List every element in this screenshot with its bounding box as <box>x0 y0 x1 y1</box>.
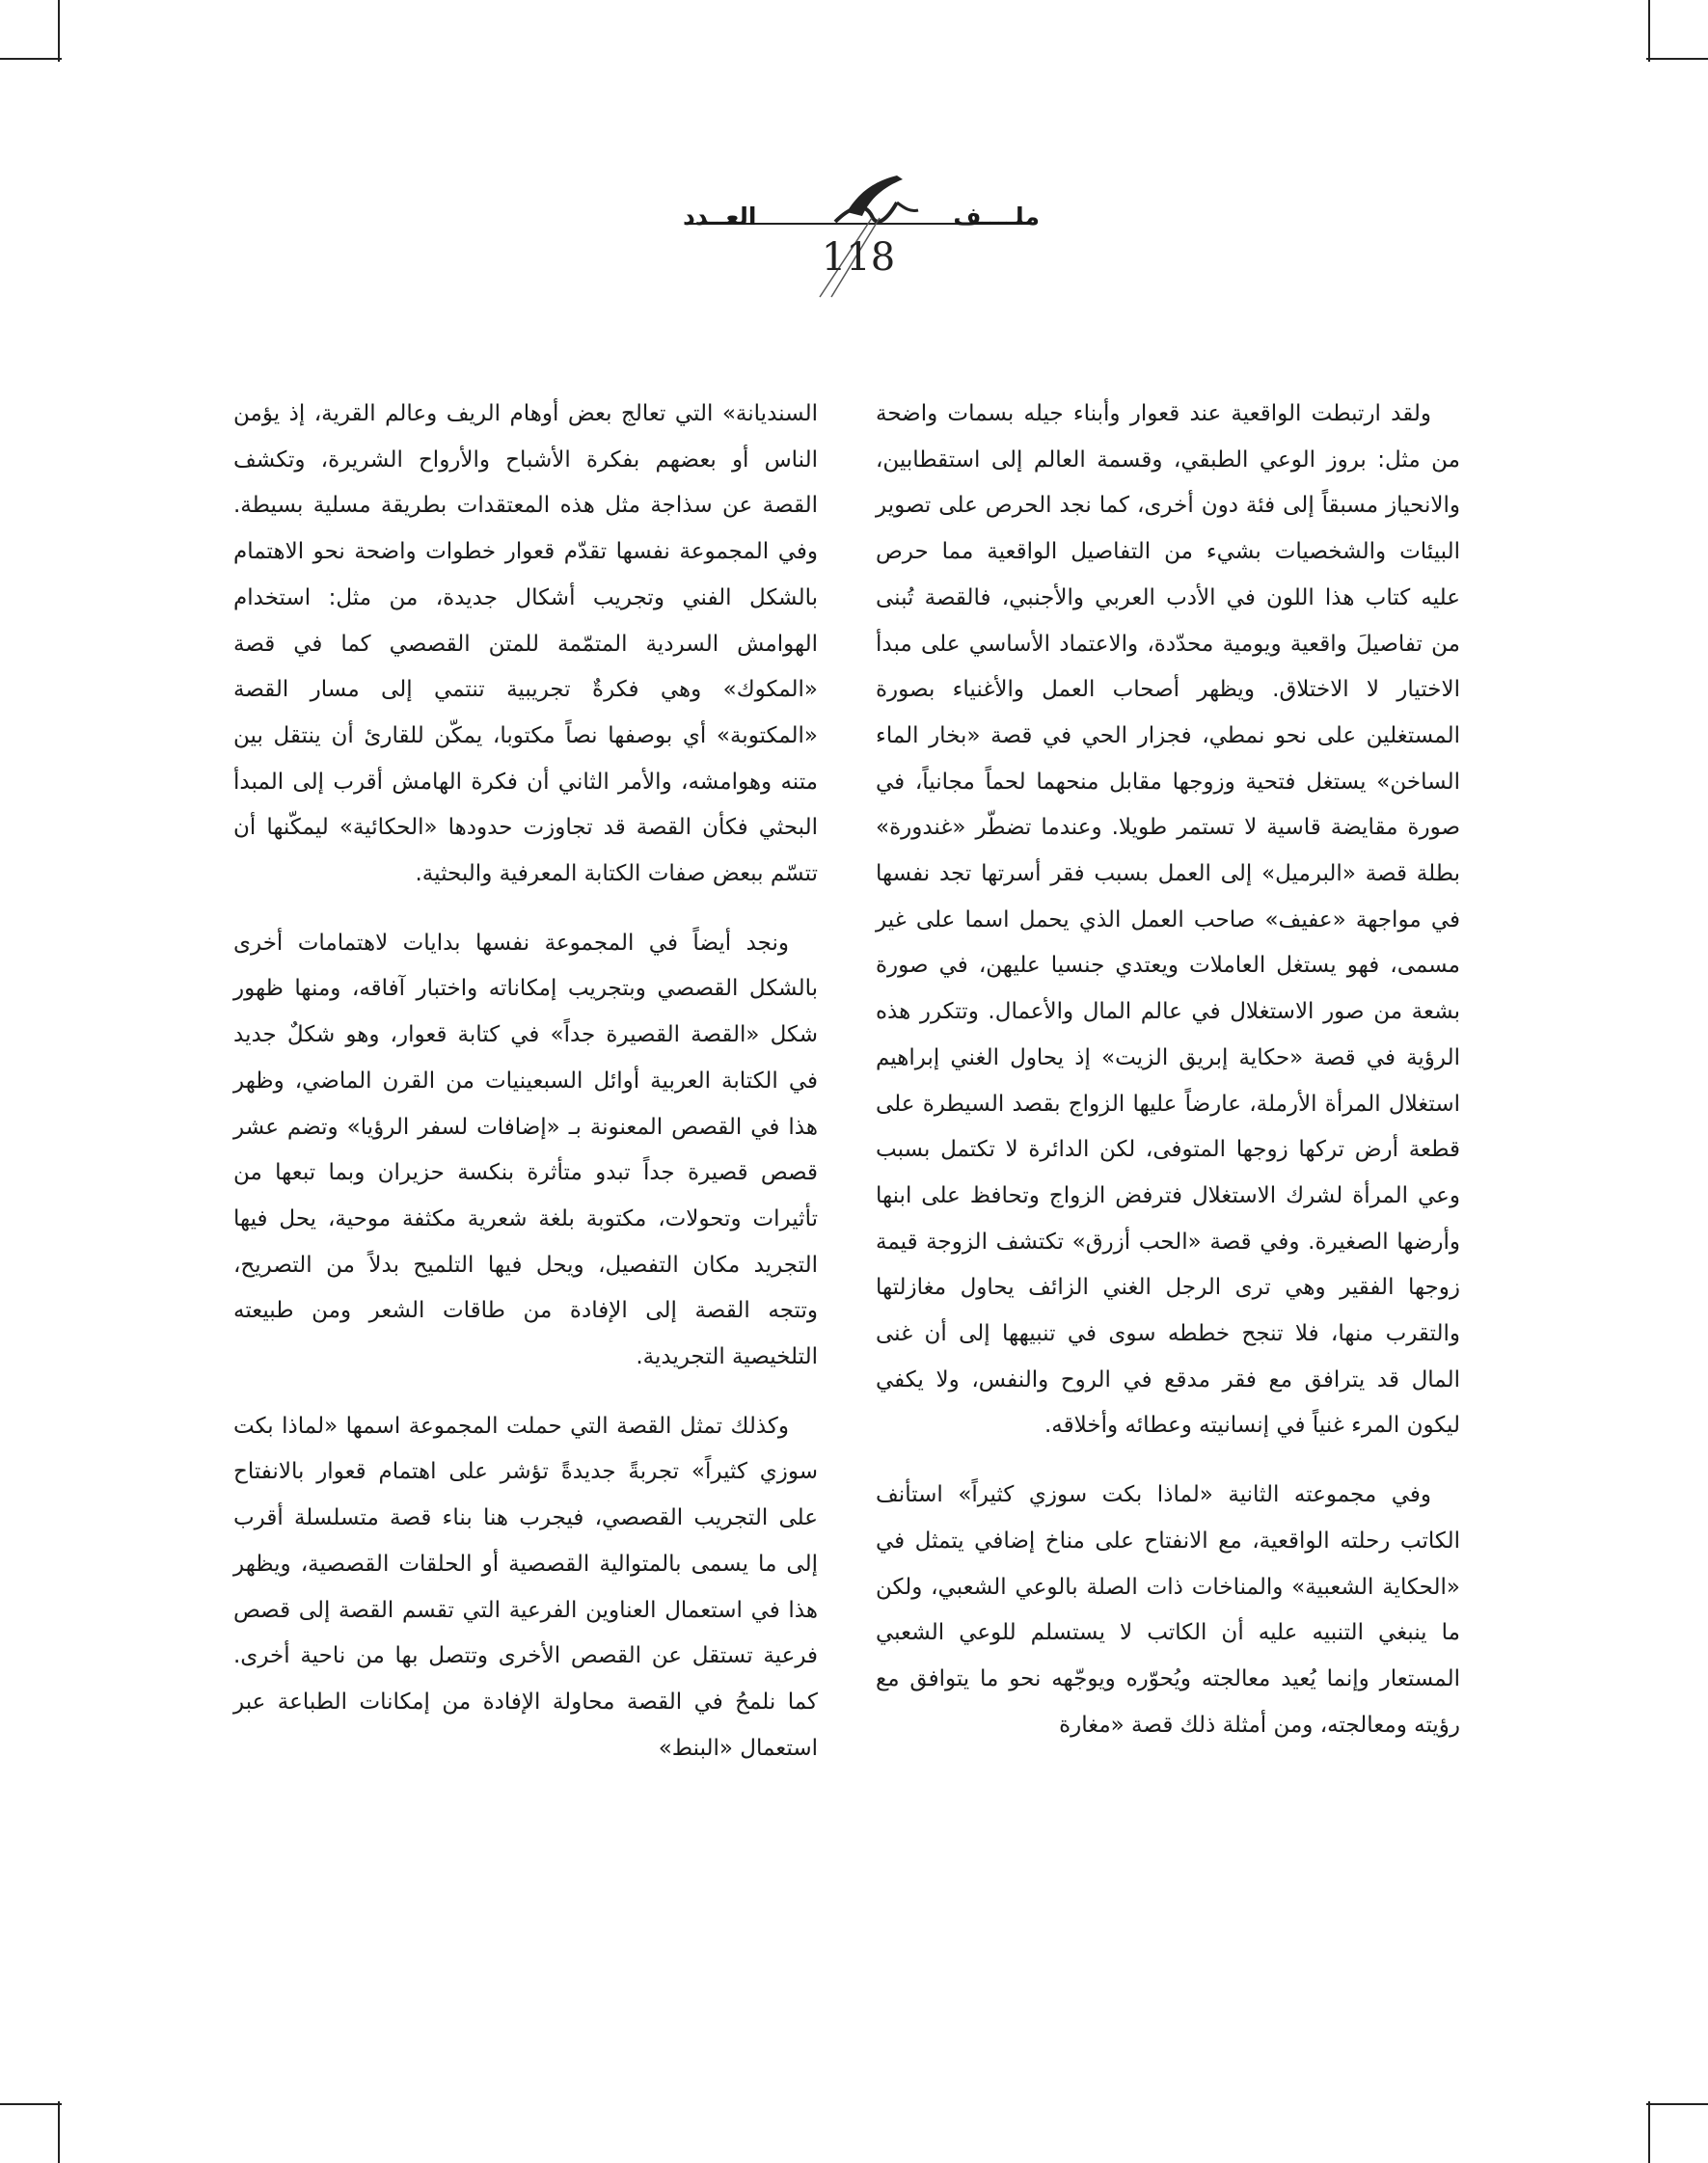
crop-mark <box>1646 58 1708 60</box>
crop-mark <box>1648 0 1650 62</box>
running-header <box>665 174 1051 299</box>
crop-mark <box>1646 2103 1708 2105</box>
text-column-right <box>876 392 1460 1748</box>
crop-mark <box>0 58 62 60</box>
paragraph: ولقد ارتبطت الواقعية عند قعوار وأبناء جيله بسمات واضحة من مثل: بروز الوعي الطبقي، وقسمة العالم إلى استقطابين، والانحياز مسبقاً إلى فئة دون أخرى، كما نجد الحرص على تصوير البيئات والشخصيات بشيء من التفاصيل الواقعية مما حرص عليه كتاب هذا اللون في الأدب العربي والأجنبي، فالقصة تُبنى من تفاصيلَ واقعية ويومية محدّدة، والاعتماد الأساسي على مبدأ الاختيار لا الاختلاق. ويظهر أصحاب العمل والأغنياء بصورة المستغلين على نحو نمطي، فجزار الحي في قصة «بخار الماء الساخن» يستغل فتحية وزوجها مقابل منحهما لحماً مجانياً، في صورة مقايضة قاسية لا تستمر طويلا. وعندما تضطّر «غندورة» بطلة قصة «البرميل» إلى العمل بسبب فقر أسرتها تجد نفسها في مواجهة «عفيف» صاحب العمل الذي يحمل اسما على غير مسمى، فهو يستغل العاملات ويعتدي جنسيا عليهن، في صورة بشعة من صور الاستغلال في عالم المال والأعمال. وتتكرر هذه الرؤية في قصة «حكاية إبريق الزيت» إذ يحاول الغني إبراهيم استغلال المرأة الأرملة، عارضاً عليها الزواج بقصد السيطرة على قطعة أرض تركها زوجها المتوفى، لكن الدائرة لا تكتمل بسبب وعي المرأة لشرك الاستغلال فترفض الزواج وتحافظ على ابنها وأرضها الصغيرة. وفي قصة «الحب أزرق» تكتشف الزوجة قيمة زوجها الفقير وهي ترى الرجل الغني الزائف يحاول مغازلتها والتقرب منها، فلا تنجح خططه سوى في تنبيهها إلى أن غنى المال قد يترافق مع فقر مدقع في الروح والنفس، ولا يكفي ليكون المرء غنياً في إنسانيته وعطائه وأخلاقه. <box>876 401 1460 1439</box>
crop-mark <box>0 2103 62 2105</box>
issue-label: العــدد <box>683 203 757 230</box>
crop-mark <box>1648 2101 1650 2163</box>
paragraph: وكذلك تمثل القصة التي حملت المجموعة اسمها «لماذا بكت سوزي كثيراً» تجربةً جديدةً تؤشر على اهتمام قعوار بالانفتاح على التجريب القصصي، فيجرب هنا بناء قصة متسلسلة أقرب إلى ما يسمى بالمتوالية القصصية أو الحلقات القصصية، ويظهر هذا في استعمال العناوين الفرعية التي تقسم القصة إلى قصص فرعية تستقل عن القصص الأخرى وتتصل بها من ناحية أخرى. كما نلمحُ في القصة محاولة الإفادة من إمكانات الطباعة عبر استعمال «البنط» <box>233 1413 818 1761</box>
paragraph: ونجد أيضاً في المجموعة نفسها بدايات لاهتمامات أخرى بالشكل القصصي وبتجريب إمكاناته واختبار آفاقه، ومنها ظهور شكل «القصة القصيرة جداً» في كتابة قعوار، وهو شكلٌ جديد في الكتابة العربية أوائل السبعينيات من القرن الماضي، وظهر هذا في القصص المعنونة بـ «إضافات لسفر الرؤيا» وتضم عشر قصص قصيرة جداً تبدو متأثرة بنكسة حزيران وبما تبعها من تأثيرات وتحولات، مكتوبة بلغة شعرية مكثفة موحية، يحل فيها التجريد مكان التفصيل، ويحل فيها التلميح بدلاً من التصريح، وتتجه القصة إلى الإفادة من طاقات الشعر ومن طبيعته التلخيصية التجريدية. <box>233 930 818 1370</box>
page-number: 118 <box>821 235 896 280</box>
crop-mark <box>58 0 60 62</box>
crop-mark <box>58 2101 60 2163</box>
paragraph: وفي مجموعته الثانية «لماذا بكت سوزي كثيراً» استأنف الكاتب رحلته الواقعية، مع الانفتاح على مناخ إضافي يتمثل في «الحكاية الشعبية» والمناخات ذات الصلة بالوعي الشعبي، ولكن ما ينبغي التنبيه عليه أن الكاتب لا يستسلم للوعي الشعبي المستعار وإنما يُعيد معالجته ويُحوّره ويوجّهه نحو ما يتوافق مع رؤيته ومعالجته، ومن أمثلة ذلك قصة «مغارة <box>876 1482 1460 1738</box>
section-label: ملــــف <box>953 203 1040 230</box>
paragraph: السنديانة» التي تعالج بعض أوهام الريف وعالم القرية، إذ يؤمن الناس أو بعضهم بفكرة الأشباح والأرواح الشريرة، وتكشف القصة عن سذاجة مثل هذه المعتقدات بطريقة مسلية بسيطة. وفي المجموعة نفسها تقدّم قعوار خطوات واضحة نحو الاهتمام بالشكل الفني وتجريب أشكال جديدة، من مثل: استخدام الهوامش السردية المتمّمة للمتن القصصي كما في قصة «المكوك» وهي فكرةٌ تجريبية تنتمي إلى مسار القصة «المكتوبة» أي بوصفها نصاً مكتوبا، يمكّن للقارئ أن ينتقل بين متنه وهوامشه، والأمر الثاني أن فكرة الهامش أقرب إلى المبدأ البحثي فكأن القصة قد تجاوزت حدودها «الحكائية» ليمكّنها أن تتسّم ببعض صفات الكتابة المعرفية والبحثية. <box>233 401 818 887</box>
text-column-left <box>233 392 818 1771</box>
